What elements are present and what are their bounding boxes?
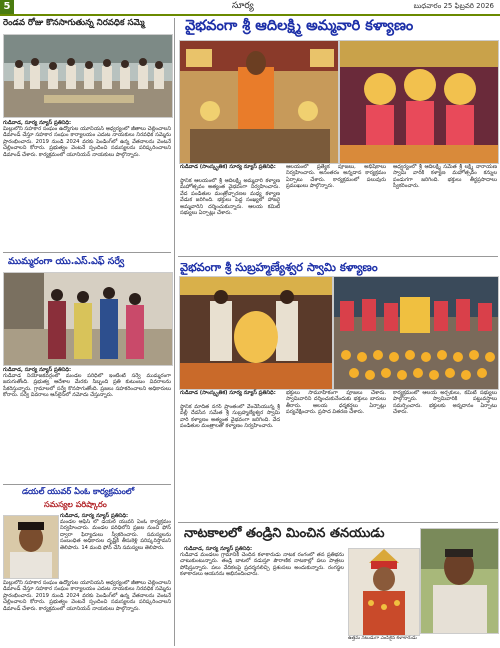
story-separator (178, 256, 498, 257)
issue-date: బుధవారం 25 ఫిబ్రవరి 2026 (413, 2, 494, 10)
left-story-1-headline: రెండవ రోజు కొనసాగుతున్న నిరవధిక సమ్మె (3, 18, 145, 28)
left-story-1-body: మిల్లులోని సహకార సంఘం ఉద్యోగుల యూనియన్ ఆధ్వర్యంలో జీతాలు చెల్లించాలని డిమాండ్ చేస్తూ సహకార సంఘం కార్యాలయం ఎదుట నాయకులు నిరవధిక సమ్మెను ప్రారంభించారు. 2019 నుండి 2024 వరకు పెండింగ్‌లో ఉన్న వేతనాలను వెంటనే చెల్లించాలని కోరారు. ప్రభుత్వం వెంటనే స్పందించి సమస్యలను పరిష్కరించాలని డిమాండ్ చేశారు. కార్యక్రమంలో యూనియన్ నాయకులు పాల్గొన్నారు. (3, 126, 171, 158)
top-right-body-2: ఆలయంలో ప్రత్యేక పూజలు, అభిషేకాలు నిర్వహించారు. అనంతరం అన్నదాన కార్యక్రమం ఏర్పాటు చేశారు. కార్యక్రమంలో పలువురు ప్రముఖులు పాల్గొన్నారు. (286, 164, 386, 190)
page-number: 5 (0, 0, 14, 14)
artist-portrait-photo (420, 528, 499, 634)
adilakshmi-photo-2 (339, 40, 499, 164)
bottom-right-dateline: గుడివాడ, సూర్య న్యూస్ ప్రతినిధి: (184, 546, 253, 552)
story-separator (3, 484, 171, 485)
left-story-1-dateline: గుడివాడ, సూర్య న్యూస్ ప్రతినిధి: (3, 120, 72, 126)
column-divider (174, 18, 175, 646)
bottom-right-headline: నాటకాలలో తండ్రిని మించిన తనయుడు (184, 526, 385, 541)
masthead: సూర్య (232, 1, 254, 11)
left-story-3-section: డయల్ యువర్ ఏంఓ కార్యక్రమంలో (22, 486, 135, 496)
story-separator (3, 252, 171, 253)
left-story-3-dateline: గుడివాడ, సూర్య న్యూస్ ప్రతినిధి: (60, 513, 129, 519)
story-separator (178, 522, 498, 523)
strike-photo (3, 34, 173, 118)
left-story-3-headline: సమస్యల పరిష్కారం (44, 500, 107, 509)
left-story-3-body-continued: మిల్లులోని సహకార సంఘం ఉద్యోగుల యూనియన్ ఆధ్వర్యంలో జీతాలు చెల్లించాలని డిమాండ్ చేస్తూ సహకార సంఘం కార్యాలయం ఎదుట నాయకులు నిరవధిక సమ్మెను ప్రారంభించారు. 2019 నుండి 2024 వరకు పెండింగ్‌లో ఉన్న వేతనాలను వెంటనే చెల్లించాలని కోరారు. ప్రభుత్వం వెంటనే స్పందించి సమస్యలను పరిష్కరించాలని డిమాండ్ చేశారు. కార్యక్రమంలో యూనియన్ నాయకులు పాల్గొన్నారు. (3, 580, 171, 612)
left-story-2-body: గుడివాడ నియోజకవర్గంలో మండల పరిధిలో ఇంటింటి సర్వే ముమ్మరంగా జరుగుతోంది. ప్రభుత్వ ఆదేశాల మేరకు సిబ్బంది ప్రతి కుటుంబం వివరాలను సేకరిస్తున్నారు. గ్రామాలలో సర్వే కొనసాగుతోంది. ప్రజలు సహకరించాలని అధికారులు కోరారు. సర్వే వివరాలు ఆన్‌లైన్‌లో నమోదు చేస్తున్నారు. (3, 373, 171, 399)
bottom-right-caption: ఉత్తమ నటుడుగా ఎంపికైన కళాకారుడు (348, 636, 417, 641)
artist-costume-photo (348, 548, 420, 636)
left-story-2-headline: ముమ్మరంగా యు.ఎస్.ఎఫ్ సర్వే (8, 256, 125, 267)
subrahmanya-photo-1 (179, 276, 333, 390)
middle-right-dateline: గుడివాడ (సాంస్కృతిక) సూర్య న్యూస్ ప్రతినిధి: (180, 390, 276, 396)
bottom-right-body: గుడివాడ మండలం గ్రామానికి చెందిన కళాకారుడు నాటక రంగంలో తన ప్రతిభను చాటుకుంటున్నారు. తండ్రి బాటలో నడుస్తూ పౌరాణిక నాటకాల్లో పలు పాత్రలు పోషిస్తున్నారు. పలు వేదికలపై ప్రదర్శనలిచ్చి ప్రశంసలు అందుకున్నారు. రంగస్థల కళాకారులు ఆయనను అభినందించారు. (180, 552, 344, 578)
left-story-2-dateline: గుడివాడ, సూర్య న్యూస్ ప్రతినిధి: (3, 367, 72, 373)
subrahmanya-photo-2 (333, 276, 499, 390)
middle-right-body-3: కార్యక్రమంలో ఆలయ అర్చకులు, కమిటీ సభ్యులు పాల్గొన్నారు. స్వామివారికి పట్టువస్త్రాలు సమర్పించారు. భక్తులకు అన్నదానం ఏర్పాటు చేశారు. (393, 390, 497, 416)
middle-right-headline: వైభవంగా శ్రీ సుబ్రహ్మణ్యేశ్వర స్వామి కళ్యాణం (180, 260, 378, 274)
top-right-headline: వైభవంగా శ్రీ ఆదిలక్ష్మి అమ్మవారి కళ్యాణం (185, 18, 414, 34)
top-right-body-3: ఆధ్వర్యంలో శ్రీ ఆదిలక్ష్మి సమేత శ్రీ లక్ష్మీ నారాయణ స్వామి వారికి కళ్యాణ మహోత్సవం కన్నుల పండుగగా జరిగింది. భక్తులు తీర్థప్రసాదాలు స్వీకరించారు. (393, 164, 497, 190)
survey-photo (3, 272, 173, 366)
middle-right-body-2: భక్తులు సామూహికంగా పూజలు చేశారు. స్వామివారిని దర్శించుకునేందుకు భక్తులు బారులు తీరారు. ఆలయ ధర్మకర్తలు ఏర్పాట్లు పర్యవేక్షించారు. ప్రసాద వితరణ చేశారు. (286, 390, 386, 416)
top-right-body: స్థానిక ఆలయంలో శ్రీ ఆదిలక్ష్మి అమ్మవారి కళ్యాణ మహోత్సవం అత్యంత వైభవంగా నిర్వహించారు. వేద పండితుల మంత్రోచ్ఛారణల మధ్య కళ్యాణ వేడుక జరిగింది. భక్తులు పెద్ద సంఖ్యలో హాజరై అమ్మవారిని దర్శించుకున్నారు. ఆలయ కమిటీ సభ్యులు ఏర్పాట్లు చేశారు. (180, 178, 280, 217)
adilakshmi-photo-1 (179, 40, 339, 164)
middle-right-body: స్థానిక మాదిత నగర్ ప్రాంతంలో వేంచేసియున్న శ్రీ వల్లీ దేవసేన సమేత శ్రీ సుబ్రహ్మణ్యేశ్వర స్వామి వారి కళ్యాణం అత్యంత వైభవంగా జరిగింది. వేద పండితుల మంత్రాలతో కళ్యాణం నిర్వహించారు. (180, 404, 280, 430)
top-right-dateline: గుడివాడ (సాంస్కృతిక) సూర్య న్యూస్ ప్రతినిధి: (180, 164, 276, 170)
official-photo (3, 515, 59, 579)
left-story-3-body: మండల ఆఫీస్ లో డయల్ యువర్ ఏంఓ కార్యక్రమం నిర్వహించారు. మండల పరిధిలోని ప్రజల నుంచి ఫోన్ ద్వారా ఫిర్యాదులు స్వీకరించారు. సమస్యలను సంబంధిత అధికారుల దృష్టికి తీసుకెళ్లి పరిష్కరిస్తామని తెలిపారు. 14 మంది ఫోన్ చేసి సమస్యలు తెలిపారు. (60, 519, 171, 551)
